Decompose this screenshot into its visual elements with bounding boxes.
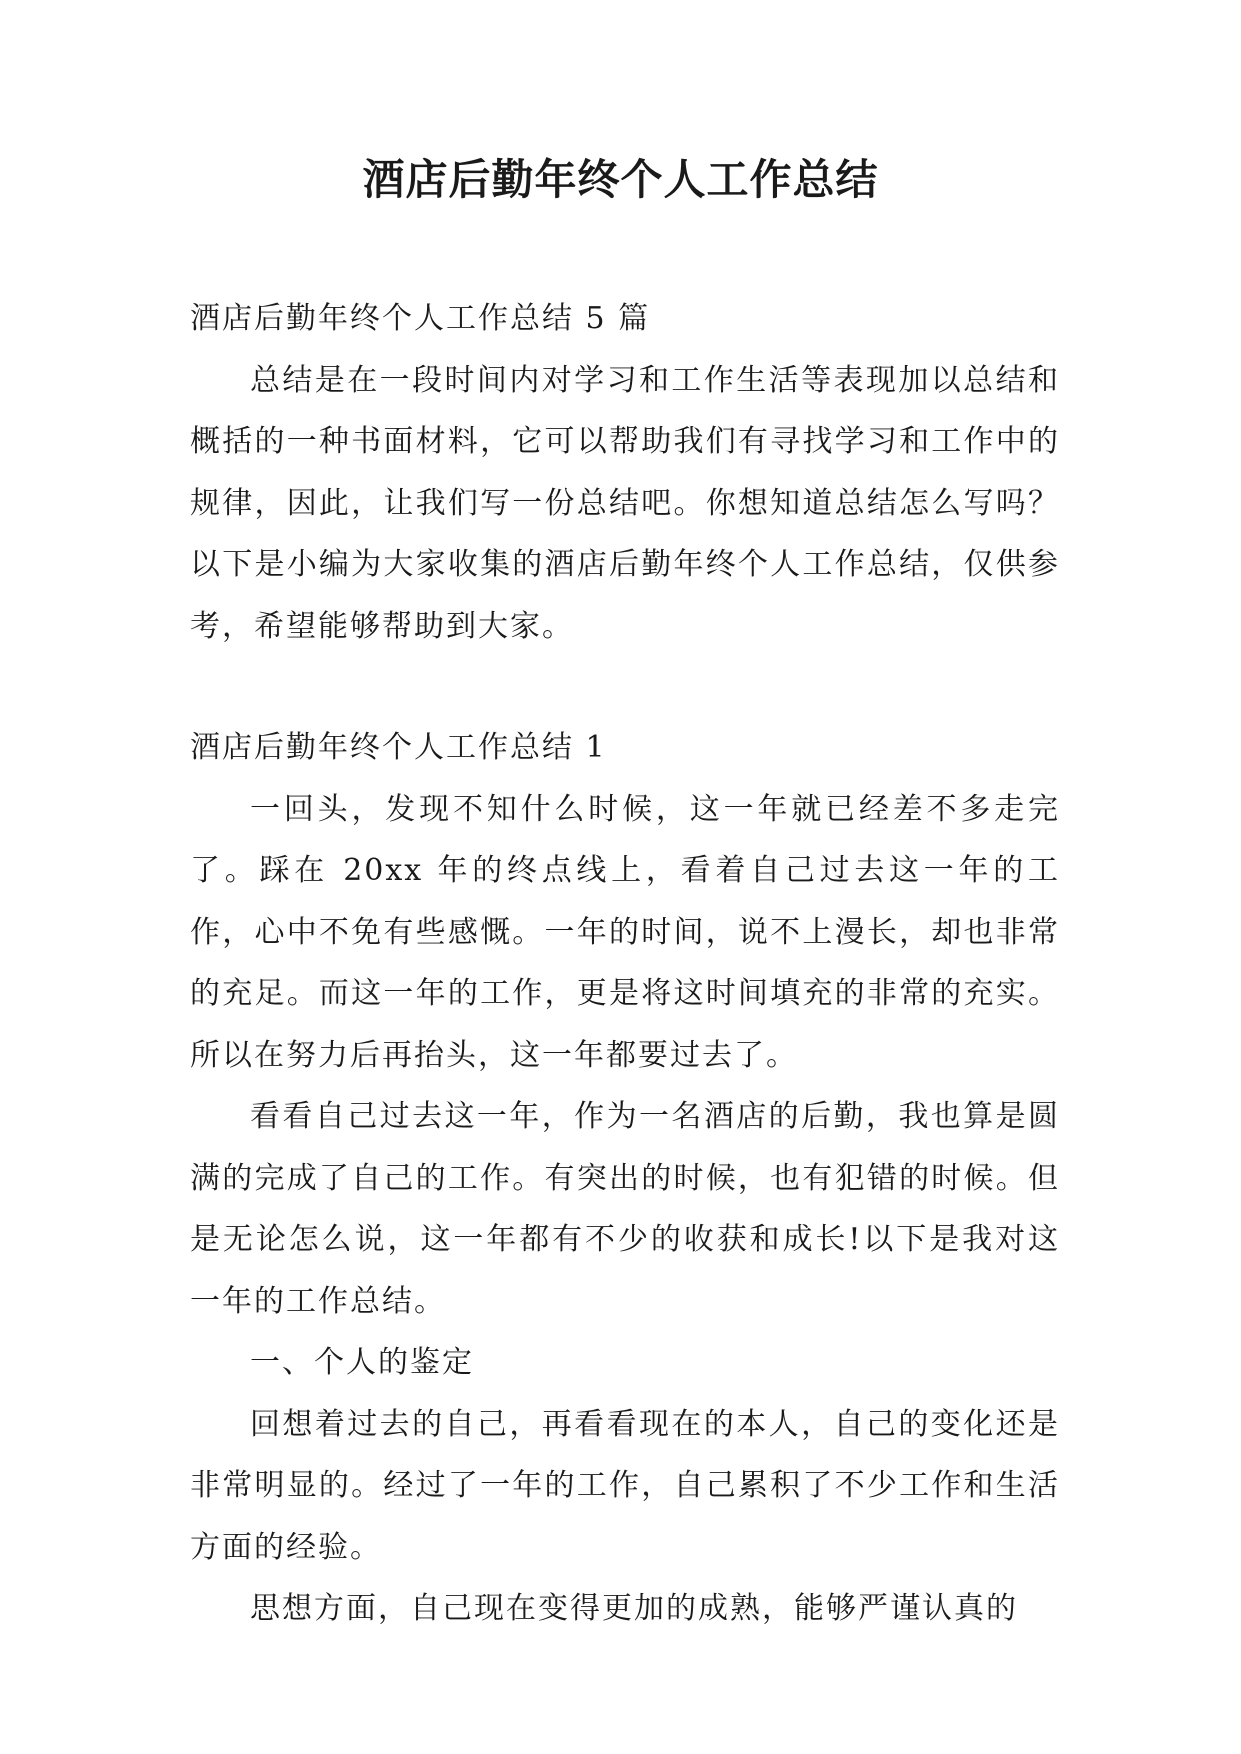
document-subtitle: 酒店后勤年终个人工作总结 5 篇 xyxy=(190,301,651,336)
body-paragraph: 思想方面，自己现在变得更加的成熟，能够严谨认真的 xyxy=(250,1591,1018,1626)
body-paragraph: 回想着过去的自己，再看看现在的本人，自己的变化还是非常明显的。经过了一年的工作，自己累积了不少工作和生活方面的经验。 xyxy=(190,1406,1060,1565)
section-spacer xyxy=(190,657,1060,717)
body-paragraph: 看看自己过去这一年，作为一名酒店的后勤，我也算是圆满的完成了自己的工作。有突出的时候，也有犯错的时候。但是无论怎么说，这一年都有不少的收获和成长!以下是我对这一年的工作总结。 xyxy=(190,1099,1060,1319)
document-title: 酒店后勤年终个人工作总结 xyxy=(362,155,879,204)
subsection-heading: 一、个人的鉴定 xyxy=(250,1345,474,1380)
body-paragraph: 一回头，发现不知什么时候，这一年就已经差不多走完了。踩在 20xx 年的终点线上，看着自己过去这一年的工作，心中不免有些感慨。一年的时间，说不上漫长，却也非常的充足。而这一年的工作，更是将这时间填充的非常的充实。所以在努力后再抬头，这一年都要过去了。 xyxy=(190,791,1060,1073)
intro-paragraph: 总结是在一段时间内对学习和工作生活等表现加以总结和概括的一种书面材料，它可以帮助我们有寻找学习和工作中的规律，因此，让我们写一份总结吧。你想知道总结怎么写吗？以下是小编为大家收集的酒店后勤年终个人工作总结，仅供参考，希望能够帮助到大家。 xyxy=(190,362,1060,644)
document-body xyxy=(190,288,1060,1640)
section-heading: 酒店后勤年终个人工作总结 1 xyxy=(190,730,607,765)
